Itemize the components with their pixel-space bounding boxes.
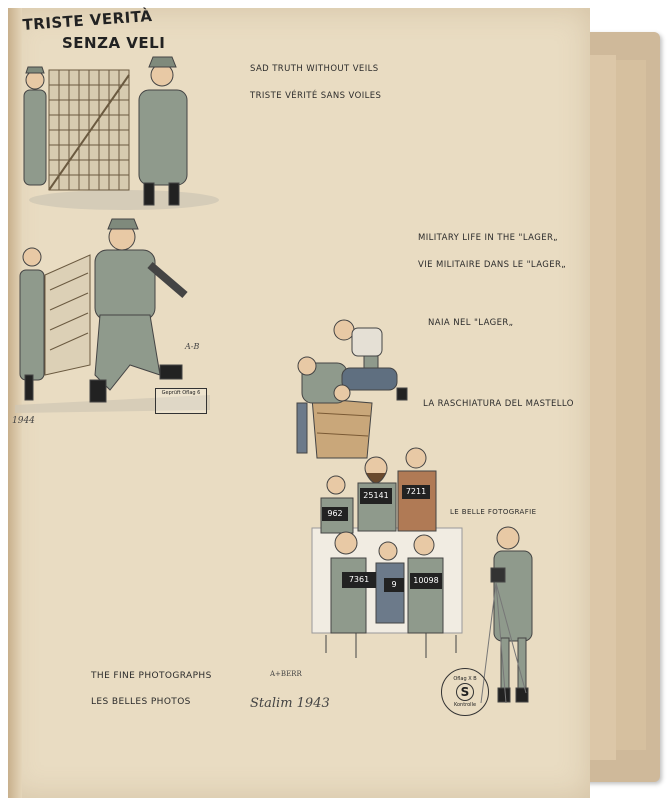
round-stamp-top: Oflag X B: [453, 676, 477, 682]
caption-sad-truth-fr: TRISTE VÉRITÉ SANS VOILES: [250, 91, 382, 101]
mugshot-plate: 25141: [360, 488, 392, 504]
mugshot-plate: 7361: [342, 572, 376, 588]
illustration-tub-scrubbing: [282, 318, 417, 463]
round-stamp-bottom: Kontrolle: [453, 702, 477, 708]
caption-raschiatura: LA RASCHIATURA DEL MASTELLO: [423, 399, 574, 409]
caption-fine-photographs-en: THE FINE PHOTOGRAPHS: [91, 671, 212, 681]
heading-line-1: TRISTE VERITÀ: [22, 6, 153, 34]
illustration-marching-soldier: [10, 215, 220, 415]
signature-ab-top: A-B: [185, 342, 200, 351]
caption-military-life-fr: VIE MILITAIRE DANS LE "LAGER„: [418, 260, 567, 270]
illustration-gate-scene: [14, 45, 224, 215]
heading-line-2: SENZA VELI: [62, 34, 166, 52]
caption-military-life-en: MILITARY LIFE IN THE "LAGER„: [418, 233, 558, 243]
round-stamp: [441, 668, 489, 716]
signature-handwritten: Stalim 1943: [250, 696, 330, 711]
mugshot-plate: 9: [384, 578, 404, 592]
signature-aberr: A+BERR: [270, 670, 302, 678]
mugshot-plate: 962: [322, 507, 348, 521]
date-left: 1944: [12, 416, 35, 426]
caption-belle-fotografie: LE BELLE FOTOGRAFIE: [450, 508, 537, 516]
caption-fine-photographs-fr: LES BELLES PHOTOS: [91, 697, 191, 707]
mugshot-plate: 7211: [402, 485, 430, 499]
caption-sad-truth-en: SAD TRUTH WITHOUT VEILS: [250, 64, 379, 74]
mugshot-plate: 10098: [410, 573, 442, 589]
stamp-gepruft: Geprüft Oflag 6: [155, 388, 207, 414]
caption-naia: NAIA NEL "LAGER„: [428, 318, 514, 328]
round-stamp-letter: S: [456, 683, 474, 701]
